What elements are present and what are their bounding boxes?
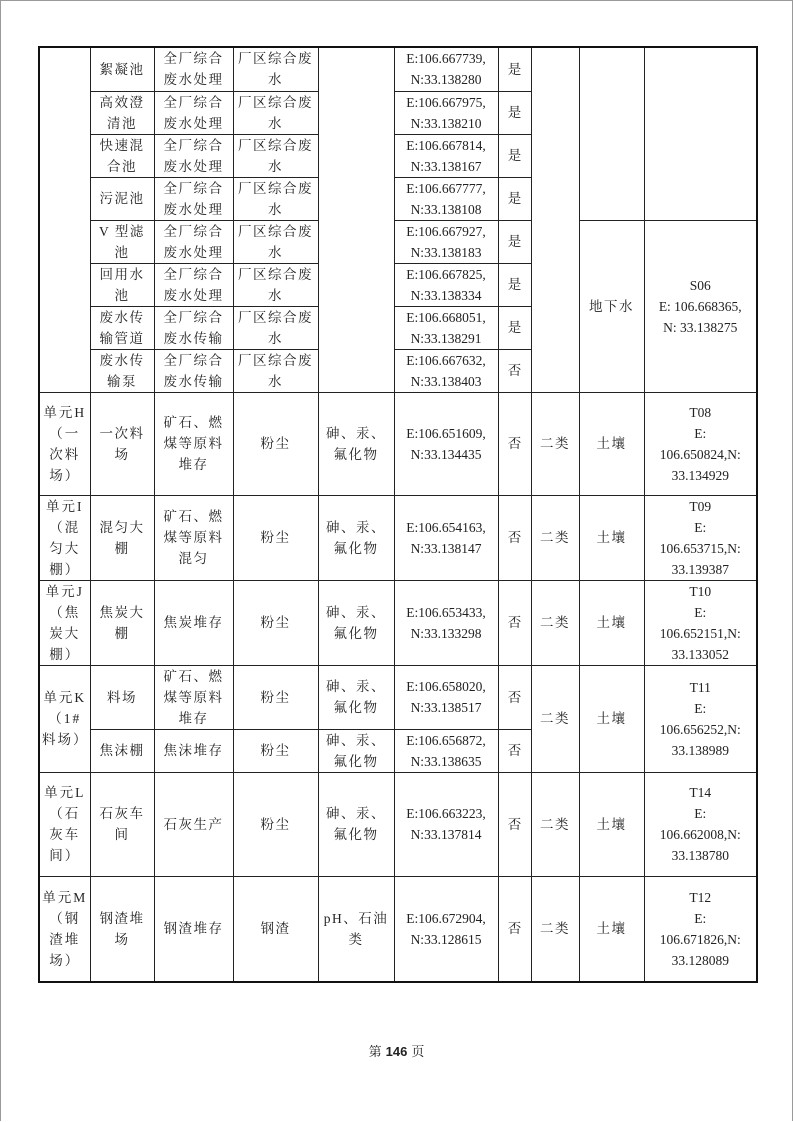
hidden-facility-cell: 否 (498, 392, 531, 495)
facility-cell: 混匀大棚 (90, 495, 154, 580)
pollution-type-cell: 粉尘 (233, 495, 318, 580)
class-cell: 二类 (531, 495, 579, 580)
activity-cell: 焦沫堆存 (154, 729, 233, 772)
unit-cell: 单元I（混匀大棚） (39, 495, 90, 580)
pollution-type-cell: 厂区综合废水 (233, 349, 318, 392)
facility-cell: 料场 (90, 665, 154, 729)
page-number: 146 (385, 1044, 408, 1059)
table-row (39, 772, 757, 876)
table-row (39, 220, 757, 263)
class-cell: 二类 (531, 580, 579, 665)
monitoring-point-cell (644, 47, 757, 220)
pollution-type-cell: 厂区综合废水 (233, 134, 318, 177)
page-label-suffix: 页 (411, 1044, 425, 1059)
activity-cell: 全厂综合废水处理 (154, 177, 233, 220)
hidden-facility-cell: 是 (498, 177, 531, 220)
point-e: E: (694, 910, 707, 926)
activity-cell: 全厂综合废水处理 (154, 134, 233, 177)
pollution-type-cell: 粉尘 (233, 729, 318, 772)
facility-cell: 一次料场 (90, 392, 154, 495)
medium-cell: 土壤 (579, 876, 644, 982)
coordinate-cell: E:106.656872, N:33.138635 (394, 729, 498, 772)
pollution-type-cell: 粉尘 (233, 580, 318, 665)
point-id: T08 (689, 404, 712, 420)
medium-cell: 土壤 (579, 495, 644, 580)
pollutants-cell: 砷、汞、氟化物 (318, 580, 394, 665)
table-row (39, 495, 757, 580)
coordinate-cell: E:106.667825, N:33.138334 (394, 263, 498, 306)
monitoring-point-cell (644, 665, 757, 772)
hidden-facility-cell: 是 (498, 220, 531, 263)
class-cell: 二类 (531, 772, 579, 876)
table-row (39, 47, 757, 91)
coordinate-cell: E:106.667975, N:33.138210 (394, 91, 498, 134)
activity-cell: 石灰生产 (154, 772, 233, 876)
pollution-type-cell: 粉尘 (233, 392, 318, 495)
facility-cell: 焦炭大棚 (90, 580, 154, 665)
facility-cell: 焦沫棚 (90, 729, 154, 772)
class-cell: 二类 (531, 665, 579, 772)
hidden-facility-cell: 否 (498, 876, 531, 982)
monitoring-point-cell (644, 876, 757, 982)
coordinate-cell: E:106.651609, N:33.134435 (394, 392, 498, 495)
activity-cell: 全厂综合废水处理 (154, 220, 233, 263)
table-row (39, 392, 757, 495)
unit-cell: 单元H（一次料场） (39, 392, 90, 495)
facility-cell: 絮凝池 (90, 47, 154, 91)
hidden-facility-cell: 否 (498, 665, 531, 729)
point-coord: 106.656252,N: 33.138989 (659, 721, 741, 758)
activity-cell: 全厂综合废水处理 (154, 91, 233, 134)
class-cell (531, 47, 579, 392)
facility-cell: 钢渣堆场 (90, 876, 154, 982)
pollution-type-cell: 厂区综合废水 (233, 263, 318, 306)
facility-cell: 快速混合池 (90, 134, 154, 177)
pollutants-cell: 砷、汞、氟化物 (318, 772, 394, 876)
unit-cell: 单元K（1#料场） (39, 665, 90, 772)
point-e: E: (694, 700, 707, 716)
pollution-type-cell: 厂区综合废水 (233, 177, 318, 220)
table-row (39, 580, 757, 665)
table-row (39, 665, 757, 729)
point-e: E: (694, 806, 707, 821)
coordinate-cell: E:106.653433, N:33.133298 (394, 580, 498, 665)
coordinate-cell: E:106.672904, N:33.128615 (394, 876, 498, 982)
pollutants-cell: pH、石油类 (318, 876, 394, 982)
point-id: T14 (689, 785, 712, 800)
point-coord: 106.662008,N: 33.138780 (659, 827, 741, 863)
medium-cell (579, 47, 644, 220)
monitoring-point-cell (644, 772, 757, 876)
hidden-facility-cell: 是 (498, 263, 531, 306)
activity-cell: 钢渣堆存 (154, 876, 233, 982)
pollution-type-cell: 粉尘 (233, 665, 318, 729)
medium-cell: 土壤 (579, 392, 644, 495)
medium-cell: 地下水 (579, 220, 644, 392)
pollution-type-cell: 厂区综合废水 (233, 91, 318, 134)
hidden-facility-cell: 是 (498, 134, 531, 177)
coordinate-cell: E:106.667927, N:33.138183 (394, 220, 498, 263)
point-n: N: 33.138275 (663, 319, 738, 335)
monitoring-point-cell (644, 580, 757, 665)
pollutants-cell (318, 47, 394, 392)
activity-cell: 矿石、燃煤等原料堆存 (154, 392, 233, 495)
coordinate-cell: E:106.668051, N:33.138291 (394, 306, 498, 349)
point-e: E: (694, 519, 707, 535)
point-id: T10 (689, 583, 712, 599)
coordinate-cell: E:106.667632, N:33.138403 (394, 349, 498, 392)
monitoring-table (38, 46, 758, 983)
facility-cell: 污泥池 (90, 177, 154, 220)
hidden-facility-cell: 否 (498, 495, 531, 580)
hidden-facility-cell: 是 (498, 91, 531, 134)
coordinate-cell: E:106.658020, N:33.138517 (394, 665, 498, 729)
point-coord: 106.650824,N: 33.134929 (659, 446, 741, 483)
unit-cell: 单元L（石灰车间） (39, 772, 90, 876)
pollution-type-cell: 厂区综合废水 (233, 47, 318, 91)
hidden-facility-cell: 是 (498, 47, 531, 91)
hidden-facility-cell: 否 (498, 580, 531, 665)
activity-cell: 全厂综合废水处理 (154, 263, 233, 306)
point-id: T09 (689, 498, 712, 514)
facility-cell: 废水传输泵 (90, 349, 154, 392)
coordinate-cell: E:106.663223, N:33.137814 (394, 772, 498, 876)
pollution-type-cell: 钢渣 (233, 876, 318, 982)
pollutants-cell: 砷、汞、氟化物 (318, 665, 394, 729)
point-e: E: (694, 425, 707, 441)
point-id: S06 (689, 277, 711, 293)
medium-cell: 土壤 (579, 772, 644, 876)
coordinate-cell: E:106.654163, N:33.138147 (394, 495, 498, 580)
point-e: E: 106.668365, (658, 298, 742, 314)
unit-cell (39, 47, 90, 392)
pollution-type-cell: 粉尘 (233, 772, 318, 876)
unit-cell: 单元M（钢渣堆场） (39, 876, 90, 982)
activity-cell: 矿石、燃煤等原料混匀 (154, 495, 233, 580)
point-coord: 106.653715,N: 33.139387 (659, 540, 741, 577)
hidden-facility-cell: 是 (498, 306, 531, 349)
facility-cell: 回用水池 (90, 263, 154, 306)
pollutants-cell: 砷、汞、氟化物 (318, 392, 394, 495)
monitoring-point-cell (644, 495, 757, 580)
point-coord: 106.671826,N: 33.128089 (659, 931, 741, 968)
class-cell: 二类 (531, 876, 579, 982)
activity-cell: 全厂综合废水传输 (154, 349, 233, 392)
point-e: E: (694, 604, 707, 620)
medium-cell: 土壤 (579, 665, 644, 772)
activity-cell: 焦炭堆存 (154, 580, 233, 665)
medium-cell: 土壤 (579, 580, 644, 665)
page-label-prefix: 第 (368, 1044, 382, 1059)
unit-cell: 单元J（焦炭大棚） (39, 580, 90, 665)
point-id: T11 (689, 679, 711, 695)
pollutants-cell: 砷、汞、氟化物 (318, 495, 394, 580)
pollution-type-cell: 厂区综合废水 (233, 220, 318, 263)
hidden-facility-cell: 否 (498, 349, 531, 392)
page-footer (0, 1041, 793, 1060)
monitoring-point-cell (644, 392, 757, 495)
activity-cell: 全厂综合废水处理 (154, 47, 233, 91)
coordinate-cell: E:106.667777, N:33.138108 (394, 177, 498, 220)
point-coord: 106.652151,N: 33.133052 (659, 625, 741, 662)
class-cell: 二类 (531, 392, 579, 495)
point-id: T12 (689, 889, 712, 905)
table-row (39, 876, 757, 982)
monitoring-point-cell (644, 220, 757, 392)
hidden-facility-cell: 否 (498, 729, 531, 772)
activity-cell: 矿石、燃煤等原料堆存 (154, 665, 233, 729)
activity-cell: 全厂综合废水传输 (154, 306, 233, 349)
facility-cell: 废水传输管道 (90, 306, 154, 349)
coordinate-cell: E:106.667814, N:33.138167 (394, 134, 498, 177)
pollutants-cell: 砷、汞、氟化物 (318, 729, 394, 772)
hidden-facility-cell: 否 (498, 772, 531, 876)
facility-cell: 石灰车间 (90, 772, 154, 876)
pollution-type-cell: 厂区综合废水 (233, 306, 318, 349)
coordinate-cell: E:106.667739, N:33.138280 (394, 47, 498, 91)
facility-cell: 高效澄清池 (90, 91, 154, 134)
facility-cell: V 型滤池 (90, 220, 154, 263)
